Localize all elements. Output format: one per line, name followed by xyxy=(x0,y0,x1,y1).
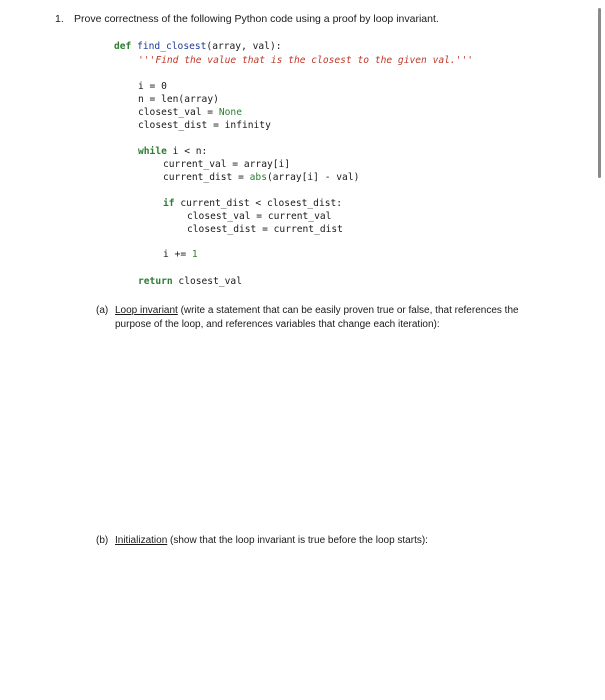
question-number: 1. xyxy=(55,13,64,25)
part-b-term: Initialization xyxy=(115,535,168,546)
code-line-assign-closest-dist: closest_dist = current_dist xyxy=(187,224,343,235)
code-line-if xyxy=(163,197,342,210)
part-a-term: Loop invariant xyxy=(115,305,178,316)
code-line-current-dist xyxy=(163,171,359,184)
code-line-while xyxy=(138,145,207,158)
part-b-text xyxy=(115,534,555,548)
code-curdist-rest: (array[i] - val) xyxy=(266,172,360,183)
code-line-current-val: current_val = array[i] xyxy=(163,159,291,170)
code-line-return xyxy=(138,275,242,288)
code-abs-builtin: abs xyxy=(249,172,267,183)
code-curdist-prefix: current_dist = xyxy=(163,172,250,183)
part-b-description: (show that the loop invariant is true before the loop starts): xyxy=(167,535,428,546)
keyword-if: if xyxy=(163,198,175,209)
function-name: find_closest xyxy=(137,41,207,52)
keyword-return: return xyxy=(138,276,173,287)
code-len-call: len(array) xyxy=(161,94,219,105)
while-condition: i < n: xyxy=(166,146,208,157)
code-line-closest-dist: closest_dist = infinity xyxy=(138,120,271,131)
part-a-text xyxy=(115,304,555,332)
code-line-i-init: i = 0 xyxy=(138,81,167,92)
code-incr-prefix: i += xyxy=(163,249,192,260)
part-a-label: (a) xyxy=(96,305,109,316)
code-n-prefix: n = xyxy=(138,94,162,105)
keyword-def: def xyxy=(114,41,132,52)
part-a-description: (write a statement that can be easily proven true or false, that references the purpose of the loop, and references variables that change each iteration): xyxy=(115,305,519,330)
function-params: (array, val): xyxy=(206,41,282,52)
part-b-label: (b) xyxy=(96,535,109,546)
code-line-n xyxy=(138,93,219,106)
code-line-increment xyxy=(163,248,198,261)
keyword-while: while xyxy=(138,146,167,157)
code-docstring: '''Find the value that is the closest to the given val.''' xyxy=(138,55,474,66)
question-prompt: Prove correctness of the following Python code using a proof by loop invariant. xyxy=(74,13,439,25)
return-value: closest_val xyxy=(172,276,242,287)
code-line-assign-closest-val: closest_val = current_val xyxy=(187,211,332,222)
code-line-def xyxy=(114,40,282,53)
code-cv-prefix: closest_val = xyxy=(138,107,219,118)
if-condition: current_dist < closest_dist: xyxy=(174,198,343,209)
code-none-literal: None xyxy=(218,107,242,118)
code-line-closest-val xyxy=(138,106,242,119)
code-incr-number: 1 xyxy=(191,249,198,260)
vertical-scrollbar[interactable] xyxy=(598,8,601,178)
